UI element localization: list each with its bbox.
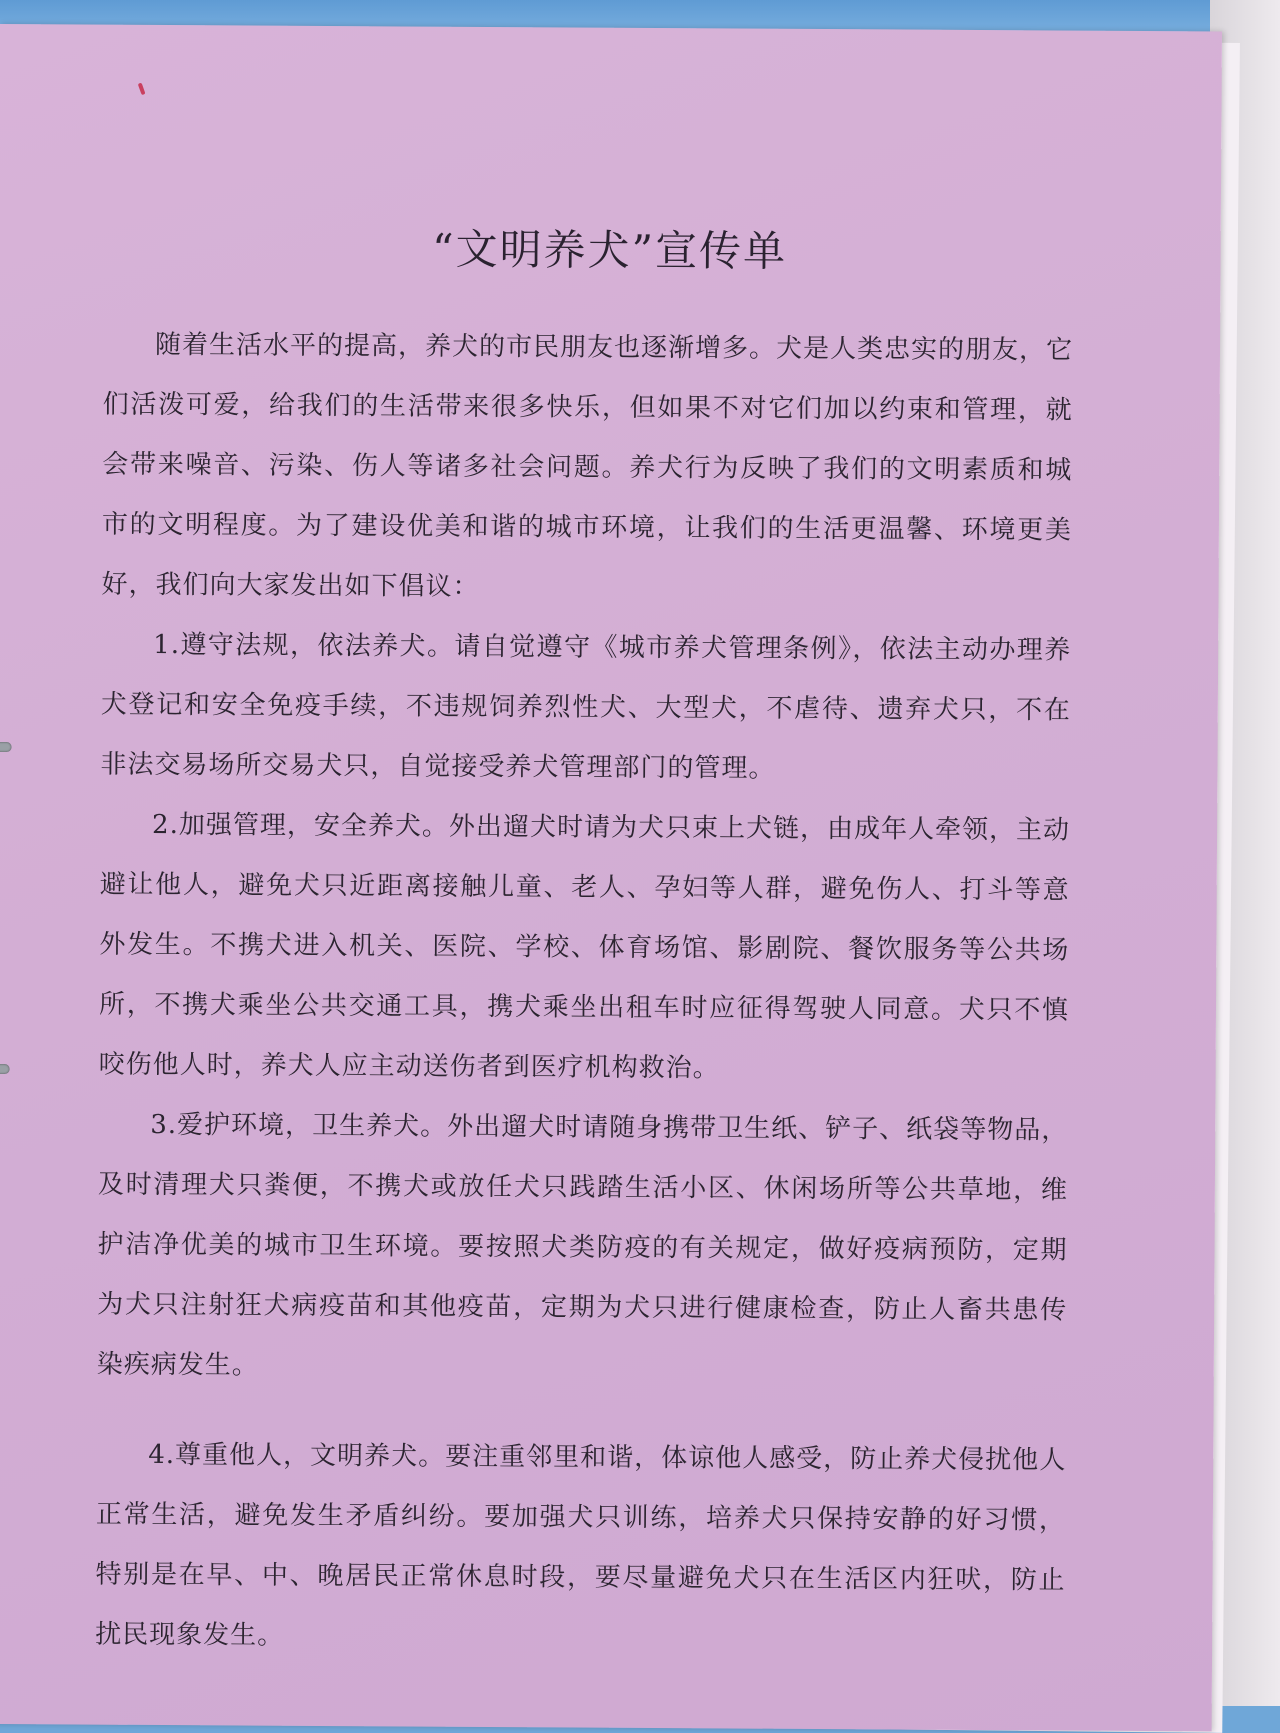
proposal-paragraph-1: 1.遵守法规，依法养犬。请自觉遵守《城市养犬管理条例》，依法主动办理养犬登记和安全免疫手续，不违规饲养烈性犬、大型犬，不虐待、遗弃犬只，不在非法交易场所交易犬只，自觉接受养犬管理部门的管理。 [100,629,1072,784]
document-title: “文明养犬”宣传单 [431,224,788,276]
ink-mark [138,83,146,96]
proposal-paragraph-3: 3.爱护环境，卫生养犬。外出遛犬时请随身携带卫生纸、铲子、纸袋等物品，及时清理犬只粪便，不携犬或放任犬只践踏生活小区、休闲场所等公共草地，维护洁净优美的城市卫生环境。要按照犬类防疫的有关规定，做好疫病预防，定期为犬只注射狂犬病疫苗和其他疫苗，定期为犬只进行健康检查，防止人畜共患传染疾病发生。 [96,1109,1069,1381]
binder-hole [0,1064,10,1074]
flyer-sheet [0,24,1222,1731]
intro-paragraph: 随着生活水平的提高，养犬的市民朋友也逐渐增多。犬是人类忠实的朋友，它们活泼可爱，给我们的生活带来很多快乐，但如果不对它们加以约束和管理，就会带来噪音、污染、伤人等诸多社会问题。养犬行为反映了我们的文明素质和城市的文明程度。为了建设优美和谐的城市环境，让我们的生活更温馨、环境更美好，我们向大家发出如下倡议： [101,329,1074,602]
proposal-paragraph-2: 2.加强管理，安全养犬。外出遛犬时请为犬只束上犬链，由成年人牵领，主动避让他人，避免犬只近距离接触儿童、老人、孕妇等人群，避免伤人、打斗等意外发生。不携犬进入机关、医院、学校、体育场馆、影剧院、餐饮服务等公共场所，不携犬乘坐公共交通工具，携犬乘坐出租车时应征得驾驶人同意。犬只不慎咬伤他人时，养犬人应主动送伤者到医疗机构救治。 [98,809,1071,1084]
binder-hole [0,742,12,752]
proposal-paragraph-4: 4.尊重他人，文明养犬。要注重邻里和谐，体谅他人感受，防止养犬侵扰他人正常生活，避免发生矛盾纠纷。要加强犬只训练，培养犬只保持安静的好习惯，特别是在早、中、晚居民正常休息时段，要尽量避免犬只在生活区内狂吠，防止扰民现象发生。 [95,1439,1067,1651]
